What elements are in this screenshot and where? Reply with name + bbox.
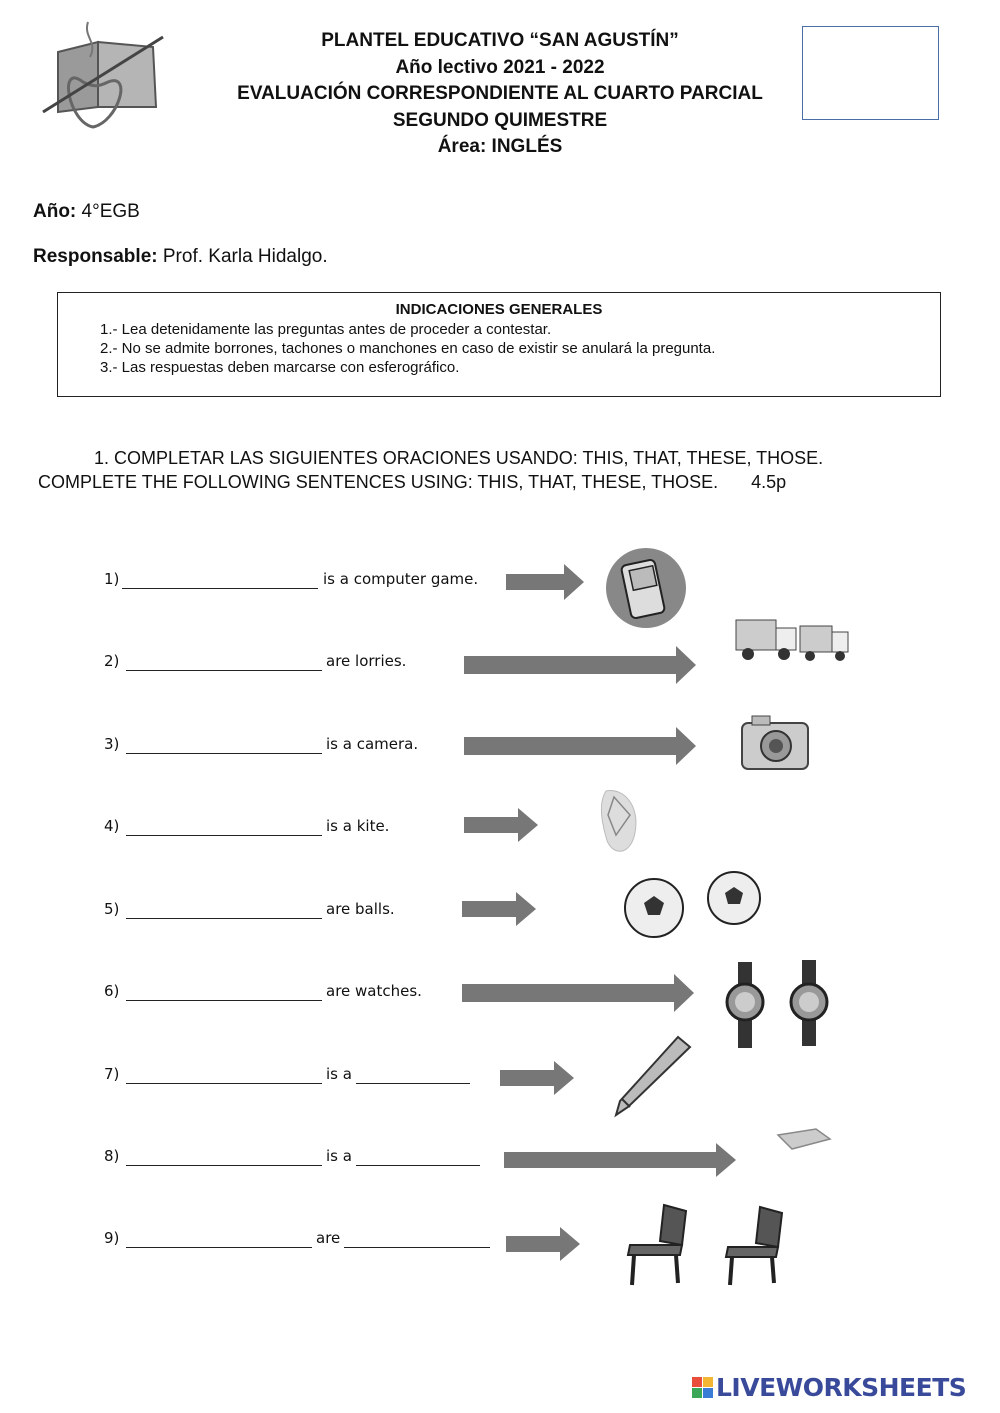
exercise-number: 1)	[104, 570, 120, 588]
exercise-text: is a camera.	[326, 735, 419, 753]
exercise-row-3	[104, 735, 984, 775]
answer-blank[interactable]	[344, 1229, 490, 1248]
exercise-text: are lorries.	[326, 652, 407, 670]
exercise-number: 2)	[104, 652, 120, 670]
answer-blank[interactable]	[126, 1229, 312, 1248]
answer-blank[interactable]	[126, 1065, 322, 1084]
answer-blank[interactable]	[126, 652, 322, 671]
indications-box	[57, 292, 941, 397]
teacher-value: Prof. Karla Hidalgo.	[162, 246, 328, 267]
exercise-number: 5)	[104, 900, 120, 918]
exercise-number: 3)	[104, 735, 120, 753]
exercise-row-7	[104, 1065, 984, 1105]
handheld-game-icon	[604, 548, 694, 628]
exercise-text: are	[316, 1229, 341, 1247]
teacher-label: Responsable:	[33, 246, 158, 267]
answer-blank[interactable]	[356, 1147, 480, 1166]
eraser-icon	[776, 1125, 832, 1155]
exercise-text: is a computer game.	[323, 570, 479, 588]
exercise-number: 6)	[104, 982, 120, 1000]
exercise-row-6	[104, 982, 984, 1022]
evaluation-title: EVALUACIÓN CORRESPONDIENTE AL CUARTO PARCIAL	[237, 83, 763, 104]
indications-title: INDICACIONES GENERALES	[395, 301, 603, 318]
brand-name: LIVEWORKSHEETS	[716, 1373, 967, 1402]
indication-item: 3.- Las respuestas deben marcarse con esferográfico.	[100, 359, 460, 376]
chairs-icon	[624, 1201, 794, 1291]
grade-box[interactable]	[802, 26, 939, 120]
subject-area: Área: INGLÉS	[437, 136, 563, 157]
year-label: Año:	[33, 201, 77, 222]
soccer-balls-icon	[622, 870, 772, 942]
school-logo-icon	[38, 12, 168, 132]
indication-item: 2.- No se admite borrones, tachones o manchones en caso de existir se anulará la pregunta.	[100, 340, 716, 357]
header	[200, 28, 800, 161]
exercise-number: 7)	[104, 1065, 120, 1083]
exercise-number: 8)	[104, 1147, 120, 1165]
arrow-icon	[462, 892, 538, 926]
exercise-row-5	[104, 900, 984, 940]
term: SEGUNDO QUIMESTRE	[392, 109, 608, 131]
answer-blank[interactable]	[126, 735, 322, 754]
indication-item: 1.- Lea detenidamente las preguntas antes de proceder a contestar.	[100, 321, 552, 338]
answer-blank[interactable]	[126, 1147, 322, 1166]
exercise-text: is a kite.	[326, 817, 390, 835]
exercise-text: are balls.	[326, 900, 395, 918]
answer-blank[interactable]	[126, 817, 322, 836]
exercise-row-8	[104, 1147, 984, 1187]
school-year: Año lectivo 2021 - 2022	[395, 56, 605, 78]
answer-blank[interactable]	[126, 900, 322, 919]
exercise-number: 4)	[104, 817, 120, 835]
exercise-row-9	[104, 1229, 984, 1269]
question-line-2-text: COMPLETE THE FOLLOWING SENTENCES USING: THIS, THAT, THESE, THOSE.	[38, 472, 719, 492]
pen-icon	[612, 1035, 692, 1119]
answer-blank[interactable]	[122, 570, 318, 589]
exercise-row-4	[104, 817, 984, 857]
arrow-icon	[504, 1143, 738, 1177]
arrow-icon	[464, 808, 540, 842]
exercise-text: is a	[326, 1147, 352, 1165]
exercise-text: are watches.	[326, 982, 422, 1000]
answer-blank[interactable]	[126, 982, 322, 1001]
grade-info	[33, 201, 140, 223]
camera-icon	[738, 713, 814, 775]
question-points: 4.5p	[751, 472, 787, 492]
question-line-1: 1. COMPLETAR LAS SIGUIENTES ORACIONES USANDO: THIS, THAT, THESE, THOSE.	[94, 448, 824, 468]
kite-icon	[594, 787, 654, 863]
watches-icon	[724, 960, 844, 1050]
exercise-row-2	[104, 652, 984, 692]
indications-list	[100, 320, 940, 377]
trucks-icon	[734, 614, 854, 674]
arrow-icon	[506, 564, 586, 600]
school-name: PLANTEL EDUCATIVO “SAN AGUSTÍN”	[321, 30, 679, 51]
exercise-text: is a	[326, 1065, 352, 1083]
arrow-icon	[462, 974, 696, 1012]
question-line-2	[38, 472, 786, 493]
arrow-icon	[464, 646, 698, 684]
year-value: 4°EGB	[81, 201, 140, 222]
brand-logo-icon	[692, 1377, 714, 1399]
arrow-icon	[506, 1227, 582, 1261]
exercise-row-1	[104, 570, 984, 610]
liveworksheets-brand	[692, 1371, 992, 1405]
teacher-info	[33, 246, 328, 268]
arrow-icon	[464, 727, 698, 765]
answer-blank[interactable]	[356, 1065, 470, 1084]
exercise-number: 9)	[104, 1229, 120, 1247]
arrow-icon	[500, 1061, 576, 1095]
